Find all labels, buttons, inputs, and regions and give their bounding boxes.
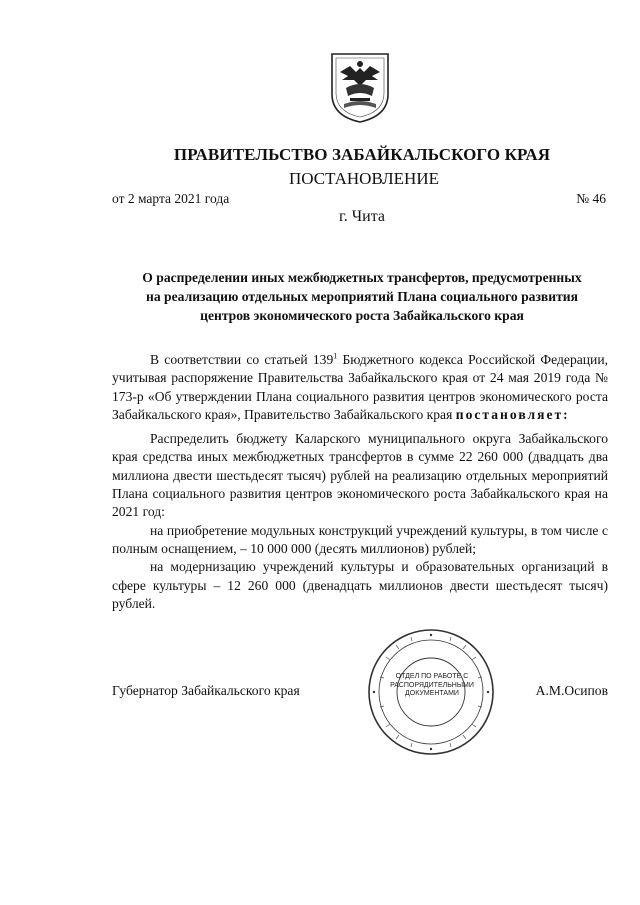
signatory-position: Губернатор Забайкальского края bbox=[112, 683, 300, 698]
document-body bbox=[112, 351, 608, 619]
article-superscript: 1 bbox=[333, 351, 338, 361]
document-heading bbox=[112, 268, 612, 325]
preamble-text-start: В соответствии со статьей 139 bbox=[150, 352, 334, 367]
paragraph-item-1: на приобретение модульных конструкций учреждений культуры, в том числе с полным оснащением, – 10 000 000 (десять миллионов) рублей; bbox=[112, 522, 608, 556]
heading-line-3: центров экономического роста Забайкальского края bbox=[200, 308, 524, 323]
signatory-name: А.М.Осипов bbox=[535, 683, 608, 698]
document-number: № 46 bbox=[576, 191, 606, 206]
document-city: г. Чита bbox=[338, 208, 385, 225]
paragraph-allocation: Распределить бюджету Каларского муниципального округа Забайкальского края средства иных межбюджетных трансфертов в сумме 22 260 000 (двадцать два миллиона двести шестьдесят тысяч) рублей на реализацию отдельных мероприятий Плана социального развития центров экономического роста Забайкальского края на 2021 год: bbox=[112, 431, 608, 520]
government-title: ПРАВИТЕЛЬСТВО ЗАБАЙКАЛЬСКОГО КРАЯ bbox=[173, 145, 551, 164]
document-date: от 2 марта 2021 года bbox=[112, 191, 230, 206]
coat-of-arms-emblem bbox=[326, 50, 394, 124]
stamp-center-text: ОТДЕЛ ПО РАБОТЕ С РАСПОРЯДИТЕЛЬНЫМИ ДОКУМЕНТАМИ bbox=[390, 673, 474, 697]
paragraph-item-2: на модернизацию учреждений культуры и образовательных организаций в сфере культуры – 12 260 000 (двенадцать миллионов двести шестьдесят тысяч) рублей. bbox=[112, 559, 608, 611]
paragraph-preamble bbox=[112, 351, 608, 424]
preamble-text-end: Бюджетного кодекса Российской Федерации, учитывая распоряжение Правительства Забайкальского края от 24 мая 2019 года № 173-р «Об утверждении Плана социального развития центров экономического роста Забайкальского края», Правительство Забайкальского края bbox=[112, 352, 608, 422]
document-type: ПОСТАНОВЛЕНИЕ bbox=[288, 169, 439, 188]
heading-line-1: О распределении иных межбюджетных трансфертов, предусмотренных bbox=[142, 270, 582, 285]
heading-line-2: на реализацию отдельных мероприятий Плана социального развития bbox=[146, 289, 578, 304]
decree-word: постановляет: bbox=[455, 406, 570, 422]
